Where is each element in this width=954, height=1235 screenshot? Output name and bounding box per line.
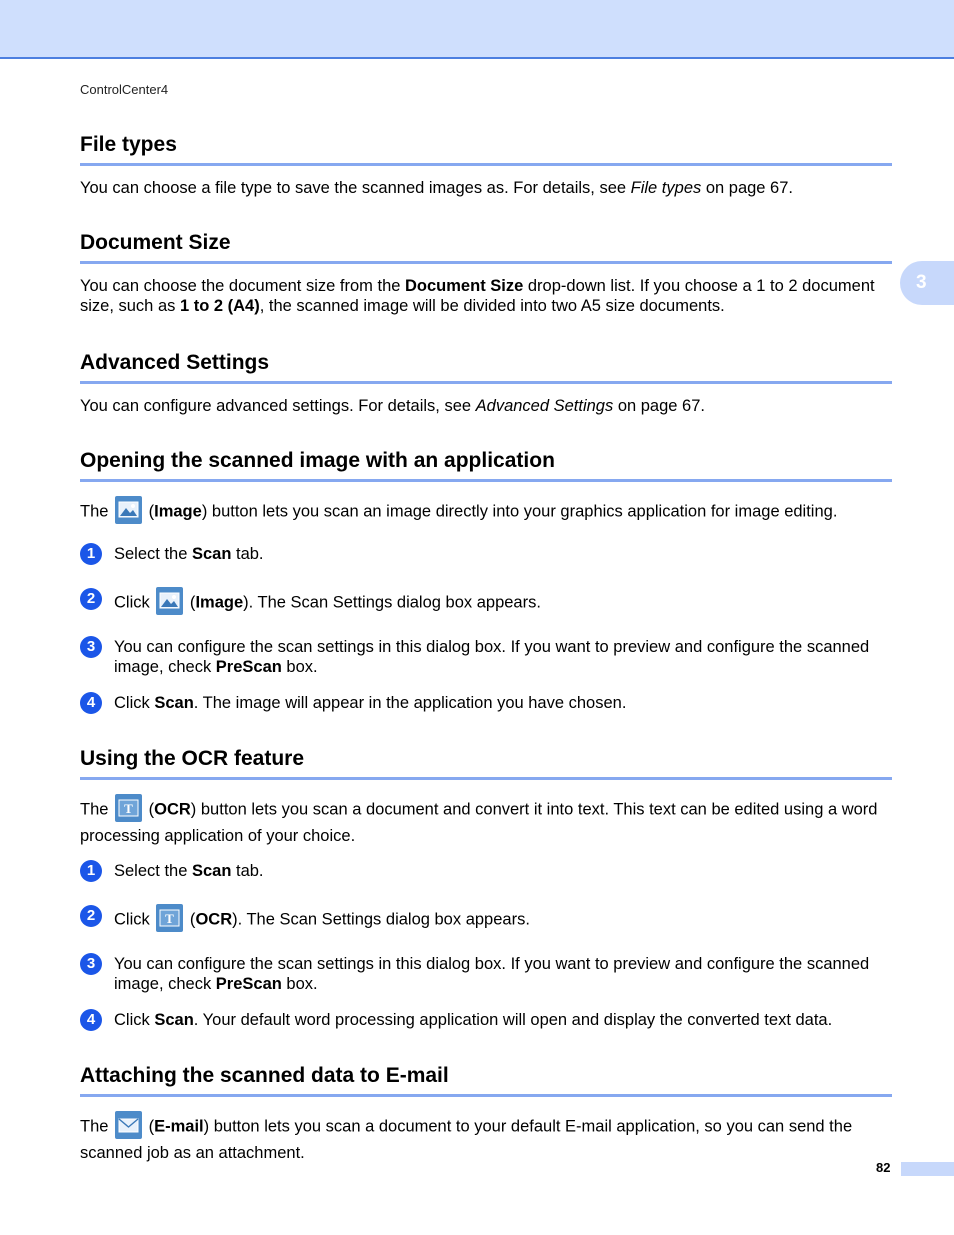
step-number-bullet: 1 xyxy=(80,543,102,565)
image-intro: The (Image) button lets you scan an image directly into your graphics application for image editing. xyxy=(80,498,892,526)
section-file-types xyxy=(80,132,892,198)
running-header: ControlCenter4 xyxy=(80,82,169,97)
list-item: 3 You can configure the scan settings in this dialog box. If you want to preview and configure the scanned image, check PreScan box. xyxy=(80,954,892,994)
list-item: 4 Click Scan. Your default word processing application will open and display the converted text data. xyxy=(80,1010,892,1031)
image-steps xyxy=(80,544,892,714)
advanced-settings-text: You can configure advanced settings. For details, see Advanced Settings on page 67. xyxy=(80,397,705,415)
heading-file-types: File types xyxy=(80,132,892,166)
section-advanced-settings xyxy=(80,350,892,416)
step-number-bullet: 4 xyxy=(80,692,102,714)
list-item: 2 Click (Image). The Scan Settings dialog box appears. xyxy=(80,589,892,617)
ref-advanced-settings-link[interactable]: Advanced Settings xyxy=(475,397,614,415)
step-number-bullet: 3 xyxy=(80,636,102,658)
section-image-app xyxy=(80,448,892,714)
ocr-intro: The T (OCR) button lets you scan a document and convert it into text. This text can be edited using a word processing application of your choice. xyxy=(80,796,892,849)
section-email xyxy=(80,1063,892,1166)
page-content xyxy=(80,132,892,1166)
top-header-band xyxy=(0,0,954,59)
ref-file-types-link[interactable]: File types xyxy=(630,179,702,197)
footer-bar xyxy=(901,1162,954,1176)
email-intro: The (E-mail) button lets you scan a document to your default E-mail application, so you can send the scanned job as an attachment. xyxy=(80,1113,892,1166)
section-ocr xyxy=(80,746,892,1031)
list-item: 1 Select the Scan tab. xyxy=(80,861,892,882)
step-number-bullet: 1 xyxy=(80,860,102,882)
heading-document-size: Document Size xyxy=(80,230,892,264)
list-item: 4 Click Scan. The image will appear in the application you have chosen. xyxy=(80,693,892,714)
page-number: 82 xyxy=(876,1160,891,1175)
step-number-bullet: 2 xyxy=(80,905,102,927)
file-types-text: You can choose a file type to save the scanned images as. For details, see File types on page 67. xyxy=(80,179,793,197)
step-number-bullet: 4 xyxy=(80,1009,102,1031)
list-item: 1 Select the Scan tab. xyxy=(80,544,892,565)
image-button-icon[interactable] xyxy=(115,496,142,524)
document-size-text: You can choose the document size from the Document Size drop-down list. If you choose a 1 to 2 document size, such as 1 to 2 (A4), the scanned image will be divided into two A5 size documents. xyxy=(80,277,875,315)
chapter-tab: 3 xyxy=(900,261,954,305)
ocr-button-icon[interactable] xyxy=(115,794,142,822)
list-item: 2 Click T (OCR). The Scan Settings dialog box appears. xyxy=(80,906,892,934)
ocr-steps xyxy=(80,861,892,1031)
step-number-bullet: 3 xyxy=(80,953,102,975)
ocr-button-icon[interactable] xyxy=(156,904,183,932)
heading-image-app: Opening the scanned image with an application xyxy=(80,448,892,482)
svg-text:T: T xyxy=(124,801,133,816)
heading-email: Attaching the scanned data to E-mail xyxy=(80,1063,892,1097)
email-button-icon[interactable] xyxy=(115,1111,142,1139)
list-item: 3 You can configure the scan settings in this dialog box. If you want to preview and configure the scanned image, check PreScan box. xyxy=(80,637,892,677)
heading-advanced-settings: Advanced Settings xyxy=(80,350,892,384)
heading-ocr: Using the OCR feature xyxy=(80,746,892,780)
section-document-size xyxy=(80,230,892,316)
image-button-icon[interactable] xyxy=(156,587,183,615)
svg-text:T: T xyxy=(165,911,175,926)
step-number-bullet: 2 xyxy=(80,588,102,610)
